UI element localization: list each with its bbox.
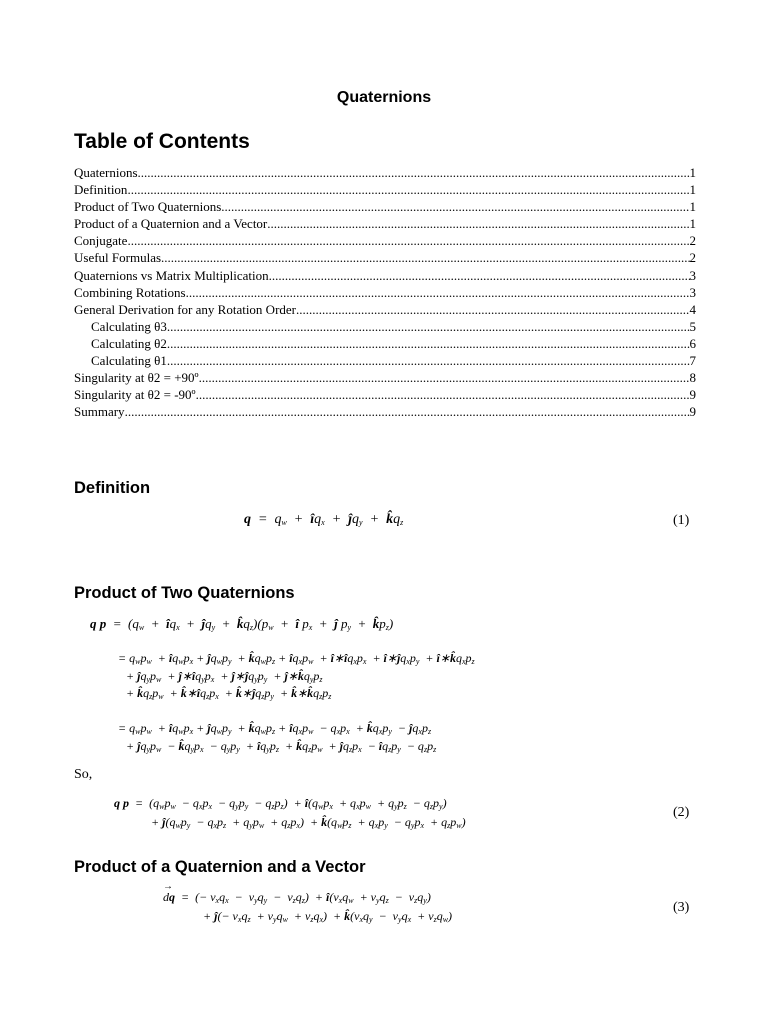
toc-dot-leader (199, 369, 690, 386)
toc-dot-leader (186, 284, 690, 301)
toc-entry-page: 5 (689, 318, 696, 334)
product-two-heading: Product of Two Quaternions (74, 584, 295, 602)
toc-entry[interactable] (74, 232, 696, 249)
toc-dot-leader (269, 267, 690, 284)
toc-dot-leader (267, 215, 689, 232)
toc-entry-page: 1 (689, 216, 696, 232)
toc-dot-leader (138, 164, 690, 181)
toc-entry[interactable] (74, 215, 696, 232)
toc-entry[interactable] (74, 335, 696, 352)
toc-entry[interactable] (74, 198, 696, 215)
toc-entry-label: Calculating θ2 (91, 335, 167, 351)
toc-entry-label: Combining Rotations (74, 284, 186, 300)
document-title: Quaternions (336, 89, 432, 106)
toc-dot-leader (167, 335, 690, 352)
toc-entry[interactable] (74, 403, 696, 420)
toc-dot-leader (196, 386, 690, 403)
toc-entry-page: 9 (689, 387, 696, 403)
toc-entry-page: 8 (689, 370, 696, 386)
toc-entry[interactable] (74, 284, 696, 301)
equation-product-line-1: q $p = (q_w$ + $îq_x$ + $ĵq_y$ + $k̂q_z)(p_w$ + î $p_x$ + ĵ $p_y$ + $k̂p_z$) (90, 616, 394, 632)
product-vector-heading: Product of a Quaternion and a Vector (74, 858, 366, 876)
toc-dot-leader (161, 249, 689, 266)
toc-entry-page: 1 (689, 199, 696, 215)
toc-dot-leader (221, 198, 689, 215)
toc-entry-page: 7 (689, 353, 696, 369)
toc-entry[interactable] (74, 267, 696, 284)
equation-definition: $q = q_w$ + $îq_x$ + $ĵq_y$ + $k̂q_z$ (244, 512, 404, 527)
toc-entry-label: Singularity at θ2 = -90º (74, 387, 196, 403)
toc-entry-page: 9 (689, 404, 696, 420)
toc-entry[interactable] (74, 318, 696, 335)
toc-entry-page: 1 (689, 165, 696, 180)
toc-entry-label: Quaternions vs Matrix Multiplication (74, 267, 269, 283)
toc-entry[interactable] (74, 249, 696, 266)
equation-product-simplified-2: + $ĵq_yp_w$ − $k̂q_yp_x - q_yp_y$ + $îq_yp_z$ + $k̂q_zp_w$ + $ĵq_zp_x$ − $îq_zp_y - q_zp_z$ (126, 739, 437, 754)
toc-entry[interactable] (74, 301, 696, 318)
toc-entry-page: 1 (689, 182, 696, 198)
toc-entry-label: Product of Two Quaternions (74, 199, 222, 215)
definition-heading: Definition (74, 479, 151, 497)
equation-vector-line-1: d → q = (− $v_xq_x - v_yq_y - v_zq_z$) + $î(v_xq_w + v_yq_z - v_zq_y)$ (163, 881, 431, 905)
toc-entry-label: Conjugate (74, 233, 128, 249)
toc-entry-page: 3 (689, 284, 696, 300)
toc-heading: Table of Contents (74, 130, 250, 153)
equation-product-result-2: + $ĵ(q_wp_y - q_xp_z + q_yp_w + q_zp_x)$ + $k̂(q_wp_z + q_xp_y - q_yp_x + q_zp_w)$ (151, 815, 466, 830)
toc-entry[interactable] (74, 352, 696, 369)
toc-entry-page: 2 (689, 250, 696, 266)
equation-vector-line-2: + ĵ(− $v_xq_z + v_yq_w + v_zq_x$) + $k̂(v_xq_y - v_yq_x + v_zq_w)$ (203, 909, 453, 924)
toc-dot-leader (167, 318, 690, 335)
toc-entry[interactable] (74, 386, 696, 403)
toc-entry[interactable] (74, 181, 696, 198)
toc-entry-label: Quaternions (74, 165, 138, 180)
toc-entry-label: Singularity at θ2 = +90º (74, 370, 199, 386)
toc-entry-label: Definition (74, 182, 128, 198)
toc-entry-label: General Derivation for any Rotation Order (74, 301, 297, 317)
toc-entry[interactable] (74, 164, 696, 181)
toc-dot-leader (125, 403, 690, 420)
toc-entry[interactable] (74, 369, 696, 386)
toc-entry-page: 4 (689, 301, 696, 317)
table-of-contents (74, 164, 696, 420)
toc-dot-leader (127, 232, 689, 249)
toc-entry-label: Calculating θ3 (91, 318, 167, 334)
toc-entry-label: Useful Formulas (74, 250, 162, 266)
equation-number-1: (1) (673, 513, 690, 528)
so-text: So, (74, 767, 93, 782)
toc-entry-page: 3 (689, 267, 696, 283)
toc-entry-page: 2 (689, 233, 696, 249)
toc-dot-leader (127, 181, 689, 198)
toc-entry-label: Product of a Quaternion and a Vector (74, 216, 268, 232)
toc-dot-leader (167, 352, 690, 369)
equation-product-simplified-1: = $q_wp_w$ + $îq_wp_x$ + $ĵq_wp_y$ + $k̂q_wp_z$ + $îq_xp_w - q_xp_x$ + $k̂q_xp_y$ − $ĵq_xp_z$ (118, 721, 432, 736)
toc-entry-label: Calculating θ1 (91, 353, 167, 369)
equation-product-expansion-1b: + $ĵq_yp_w$ + $ĵ∗îq_yp_x$ + $ĵ∗ĵq_yp_y$ + $ĵ∗k̂q_yp_z$ (126, 669, 323, 684)
toc-entry-label: Summary (74, 404, 125, 420)
equation-product-expansion-1c: + $k̂q_zp_w$ + $k̂∗îq_zp_x$ + $k̂∗ĵq_zp_y$ + $k̂∗k̂q_zp_z$ (126, 686, 332, 701)
equation-product-result-1: q $p = (q_wp_w - q_xp_x - q_yp_y - q_zp_z)$ + $î(q_wp_x + q_xp_w + q_yp_z - q_zp_y)$ (114, 796, 447, 811)
equation-product-expansion-1a: = $q_wp_w$ + $îq_wp_x$ + $ĵq_wp_y$ + $k̂q_wp_z$ + $îq_xp_w$ + $î∗îq_xp_x$ + $î∗ĵq_xp_y$ + $î∗k̂q_xp_z$ (118, 651, 475, 666)
equation-number-3: (3) (673, 900, 690, 915)
toc-entry-page: 6 (689, 335, 696, 351)
equation-number-2: (2) (673, 805, 690, 820)
toc-dot-leader (296, 301, 689, 318)
